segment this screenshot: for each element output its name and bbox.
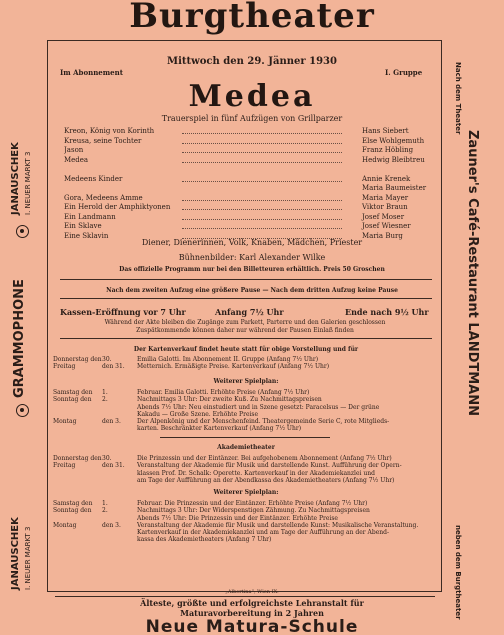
schedule-day: Donnerstag den <box>53 455 102 462</box>
schedule-day: Freitag <box>53 363 76 371</box>
schedule-date: 2. <box>102 396 108 404</box>
latecomer-note: Zuspätkommende können daher nur während der Pausen Einlaß finden <box>136 327 354 334</box>
actor-name: Franz Höbling <box>362 146 414 154</box>
actor-name: Else Wohlgemuth <box>362 136 425 145</box>
cast-row <box>64 203 436 213</box>
divider <box>60 298 432 299</box>
schedule-text: am Tage der Aufführung an der Abendkassa des Akademietheaters (Anfang 7½ Uhr) <box>137 476 395 484</box>
cast-row <box>64 175 436 185</box>
box-office-opening: Kassen-Eröffnung vor 7 Uhr <box>60 307 186 317</box>
theater-title: Burgtheater <box>129 0 375 36</box>
schedule-day: Freitag <box>53 462 76 470</box>
role-name: Medea <box>64 155 89 164</box>
role-name: Medeens Kinder <box>64 174 123 183</box>
entry-note: Während der Akte bleiben die Zugänge zum Parkett, Parterre und den Galerien geschlossen <box>104 319 386 326</box>
actor-name: Hans Siebert <box>362 127 409 135</box>
schedule-day: Sonntag den <box>53 396 92 404</box>
schedule-text: karten. Beschränkter Kartenverkauf (Anfang 7½ Uhr) <box>137 425 302 433</box>
cast-row <box>64 222 436 232</box>
school-ad-line-2: Maturavorbereitung in 2 Jahren <box>180 608 324 618</box>
schedule-text: Februar. Emilia Galotti. Erhöhte Preise (Anfang 7½ Uhr) <box>137 389 310 396</box>
actor-name: Josef Moser <box>362 212 405 221</box>
schedule-text: Kakadu — Große Szene. Erhöhte Preise <box>137 410 259 418</box>
cast-dots <box>182 228 342 229</box>
schedule-day: Donnerstag den <box>53 356 102 363</box>
role-name: Kreusa, seine Tochter <box>64 136 142 145</box>
divider <box>160 437 330 438</box>
cast-dots <box>182 209 342 210</box>
actor-name: Maria Burg <box>362 231 403 240</box>
printer-stamp: „Albertina“, Wien IX. <box>225 589 279 595</box>
cast-row <box>64 194 436 204</box>
schedule-date: 1. <box>102 389 108 396</box>
schedule-day: Sonntag den <box>53 507 92 515</box>
schedule-text: Abends 7½ Uhr: Neu einstudiert und in Szene gesetzt: Paracelsus — Der grüne <box>137 403 380 411</box>
right-bottom-small: neben dem Burgtheater <box>454 525 462 620</box>
cast-row <box>64 213 436 223</box>
cast-dots <box>182 181 342 182</box>
schedule-text: Veranstaltung der Akademie für Musik und darstellende Kunst. Aufführung der Opern- <box>137 462 402 470</box>
cast-row <box>64 184 436 194</box>
cast-row <box>64 127 436 137</box>
cast-row <box>64 137 436 147</box>
schedule-text: Metternich. Ermäßigte Preise. Kartenverkauf (Anfang 7½ Uhr) <box>137 363 330 371</box>
cast-dots <box>182 152 342 153</box>
gramophone-logo-icon <box>16 225 29 238</box>
actor-name: Maria Baumeister <box>362 184 427 192</box>
subscription-label: Im Abonnement <box>60 68 123 77</box>
school-name: Neue Matura-Schule <box>145 617 359 635</box>
role-name: Ein Landmann <box>64 212 116 221</box>
role-name: Ein Sklave <box>64 222 102 230</box>
role-name: Gora, Medeens Amme <box>64 193 143 202</box>
cast-dots <box>182 133 342 134</box>
left-brand: GRAMMOPHONE <box>12 279 27 398</box>
left-top-address: I. NEUER MARKT 3 <box>24 151 32 215</box>
start-time: Anfang 7½ Uhr <box>215 307 284 317</box>
cast-dots <box>182 200 342 201</box>
schedule-text: Veranstaltung der Akademie für Musik und darstellende Kunst: Musikalische Veranstaltung. <box>137 521 419 529</box>
ticket-note: Der Kartenverkauf findet heute statt für obige Vorstellung und für <box>133 346 359 353</box>
schedule-text: Februar. Die Prinzessin und der Eintänzer. Erhöhte Preise (Anfang 7½ Uhr) <box>137 500 368 507</box>
akademie-label: Akademietheater <box>217 444 275 451</box>
cast-dots <box>182 143 342 144</box>
cast-row <box>64 146 436 156</box>
group-label: I. Gruppe <box>385 68 423 77</box>
schedule-date: 30. <box>102 455 112 462</box>
schedule-date: den 31. <box>102 363 125 371</box>
cast-dots <box>182 162 342 163</box>
schedule-text: Der Alpenkönig und der Menschenfeind. Theatergemeinde Serie C, rote Mitglieds- <box>137 418 390 426</box>
more-plays-label: Weiterer Spielplan: <box>213 378 279 385</box>
schedule-text: Nachmittags 3 Uhr: Der zweite Kuß. Zu Nachmittagspreisen <box>137 396 322 404</box>
right-top-small: Nach dem Theater <box>454 62 462 135</box>
cast-dots <box>182 219 342 220</box>
pause-note: Nach dem zweiten Aufzug eine größere Pause — Nach dem dritten Aufzug keine Pause <box>106 287 398 294</box>
role-name: Eine Sklavin <box>64 231 109 240</box>
schedule-text: klassen Prof. Dr. Schalk: Operette. Kartenverkauf in der Akademiekanzlei und <box>137 469 375 477</box>
school-ad-line-1: Älteste, größte und erfolgreichste Lehranstalt für <box>140 598 364 608</box>
actor-name: Annie Krenek <box>362 174 411 183</box>
extras-line: Diener, Dienerinnen, Volk, Knaben, Mädchen, Priester <box>141 238 363 247</box>
schedule-date: den 3. <box>102 418 121 426</box>
play-subtitle: Trauerspiel in fünf Aufzügen von Grillparzer <box>161 114 343 123</box>
divider <box>60 338 432 339</box>
right-main: Zauner's Café-Restaurant LANDTMANN <box>465 130 480 416</box>
end-time: Ende nach 9½ Uhr <box>345 307 429 317</box>
schedule-text: Abends 7½ Uhr: Die Prinzessin und der Eintänzer. Erhöhte Preise <box>137 514 338 522</box>
performance-date: Mittwoch den 29. Jänner 1930 <box>167 56 337 67</box>
stage-images-line: Bühnenbilder: Karl Alexander Wilke <box>178 253 326 262</box>
role-name: Jason <box>64 146 84 154</box>
schedule-day: Samstag den <box>53 389 93 396</box>
schedule-date: 2. <box>102 507 108 515</box>
schedule-date: den 3. <box>102 521 121 529</box>
cast-row <box>64 156 436 166</box>
role-name: Ein Herold der Amphiktyonen <box>64 203 171 211</box>
schedule-text: Emilia Galotti. Im Abonnement II. Gruppe (Anfang 7½ Uhr) <box>137 356 319 363</box>
role-name: Kreon, König von Korinth <box>64 127 155 135</box>
left-top-name: JANAUSCHEK <box>10 142 21 215</box>
actor-name: Josef Wiesner <box>362 222 411 230</box>
schedule-date: den 31. <box>102 462 125 470</box>
schedule-day: Montag <box>53 521 77 529</box>
divider <box>55 596 435 597</box>
cast-row-spacer <box>64 165 436 175</box>
play-title: Medea <box>188 79 316 114</box>
schedule-text: kassa des Akademietheaters (Anfang 7 Uhr) <box>137 536 272 544</box>
divider <box>60 279 432 280</box>
actor-name: Hedwig Bleibtreu <box>362 155 425 164</box>
actor-name: Viktor Braun <box>362 203 408 211</box>
schedule-text: Die Prinzessin und der Eintänzer. Bei aufgehobenem Abonnement (Anfang 7½ Uhr) <box>137 455 392 462</box>
left-bottom-address: I. NEUER MARKT 3 <box>24 526 32 590</box>
gramophone-logo-icon <box>16 404 29 417</box>
schedule-date: 30. <box>102 356 112 363</box>
program-note: Das offizielle Programm nur bei den Billetteuren erhältlich. Preis 50 Groschen <box>119 266 385 273</box>
schedule-text: Nachmittags 3 Uhr: Der Widerspenstigen Zähmung. Zu Nachmittagspreisen <box>137 507 370 515</box>
akademie-more-label: Weiterer Spielplan: <box>213 489 279 496</box>
cast-list <box>64 127 436 241</box>
schedule-day: Montag <box>53 418 77 426</box>
schedule-date: 1. <box>102 500 108 507</box>
schedule-text: Kartenverkauf in der Akademiekanzlei und am Tage der Aufführung an der Abend- <box>137 529 389 537</box>
schedule-day: Samstag den <box>53 500 93 507</box>
left-bottom-name: JANAUSCHEK <box>10 517 21 590</box>
actor-name: Maria Mayer <box>362 193 409 202</box>
